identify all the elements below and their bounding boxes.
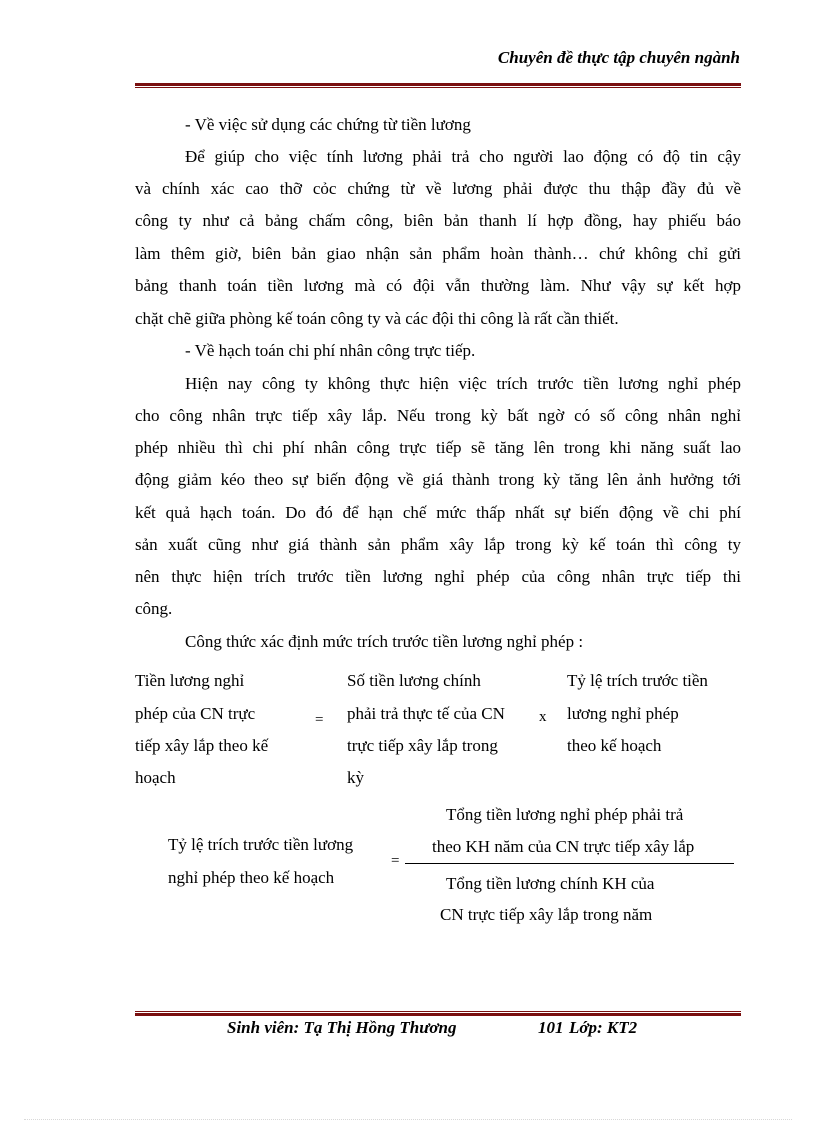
paragraph-line: nên thực hiện trích trước tiền lương nghỉ phép của công nhân trực tiếp thi — [135, 567, 741, 586]
footer-rule — [135, 1011, 741, 1016]
paragraph-line: Hiện nay công ty không thực hiện việc trích trước tiền lương nghỉ phép — [185, 374, 741, 393]
header-rule — [135, 83, 741, 88]
footer-page-number: 101 — [538, 1018, 564, 1037]
formula-intro: Công thức xác định mức trích trước tiền lương nghỉ phép : — [185, 632, 584, 651]
page-header-title: Chuyên đề thực tập chuyên ngành — [497, 48, 740, 67]
paragraph-line: làm thêm giờ, biên bản giao nhận sản phẩm hoàn thành… chứ không chỉ gửi — [135, 244, 741, 263]
paragraph-line: chặt chẽ giữa phòng kế toán công ty và các đội thi công là rất cần thiết. — [135, 309, 619, 328]
formula1-left-line: Tiền lương nghỉ — [135, 671, 245, 690]
paragraph-line: bảng thanh toán tiền lương mà có đội vẫn thường làm. Như vậy sự kết hợp — [135, 276, 741, 295]
formula1-right-line: lương nghỉ phép — [567, 704, 679, 723]
formula1-middle-line: kỳ — [347, 768, 364, 787]
formula1-right-line: theo kế hoạch — [567, 736, 662, 755]
equals-sign: = — [315, 712, 324, 728]
paragraph-line: cho công nhân trực tiếp xây lắp. Nếu trong kỳ bất ngờ có số công nhân nghỉ — [135, 406, 741, 425]
page-edge-dotted-line — [24, 1119, 792, 1120]
formula1-middle-line: trực tiếp xây lắp trong — [347, 736, 498, 755]
numerator-line: Tổng tiền lương nghỉ phép phải trả — [446, 805, 684, 824]
formula2-left-line: Tỷ lệ trích trước tiền lương — [168, 835, 354, 854]
paragraph-line: sản xuất cũng như giá thành sản phẩm xây lắp trong kỳ kế toán thì công ty — [135, 535, 741, 554]
formula1-left-line: hoạch — [135, 768, 176, 787]
footer-class: Lớp: KT2 — [569, 1018, 638, 1037]
formula2-left-line: nghỉ phép theo kế hoạch — [168, 868, 335, 887]
fraction-bar — [405, 863, 734, 864]
paragraph-line: động giảm kéo theo sự biến động về giá thành trong kỳ tăng lên ảnh hưởng tới — [135, 470, 741, 489]
section-heading: - Về hạch toán chi phí nhân công trực tiếp. — [185, 341, 476, 360]
paragraph-line: kết quả hạch toán. Do đó để hạn chế mức thấp nhất sự biến động về chi phí — [135, 503, 741, 522]
paragraph-line: công. — [135, 599, 173, 618]
formula1-middle-line: Số tiền lương chính — [347, 671, 481, 690]
formula1-left-line: tiếp xây lắp theo kế — [135, 736, 269, 755]
numerator-line: theo KH năm của CN trực tiếp xây lắp — [432, 837, 695, 856]
denominator-line: CN trực tiếp xây lắp trong năm — [440, 905, 653, 924]
paragraph-line: Để giúp cho việc tính lương phải trả cho người lao động có độ tin cậy — [185, 147, 741, 166]
formula1-middle-line: phải trả thực tế của CN — [347, 704, 505, 723]
footer-student: Sinh viên: Tạ Thị Hồng Thương — [227, 1018, 457, 1037]
equals-sign: = — [391, 853, 400, 869]
denominator-line: Tổng tiền lương chính KH của — [446, 874, 655, 893]
paragraph-line: phép nhiều thì chi phí nhân công trực tiếp sẽ tăng lên trong khi năng suất lao — [135, 438, 741, 457]
paragraph-line: công ty như cả bảng chấm công, biên bản thanh lí hợp đồng, hay phiếu báo — [135, 211, 741, 230]
multiply-sign: x — [539, 709, 547, 725]
section-heading: - Về việc sử dụng các chứng từ tiền lương — [185, 115, 471, 134]
formula1-right-line: Tỷ lệ trích trước tiền — [567, 671, 708, 690]
paragraph-line: và chính xác cao thỡ cỏc chứng từ về lương phải được thu thập đầy đủ về — [135, 179, 741, 198]
formula1-left-line: phép của CN trực — [135, 704, 256, 723]
